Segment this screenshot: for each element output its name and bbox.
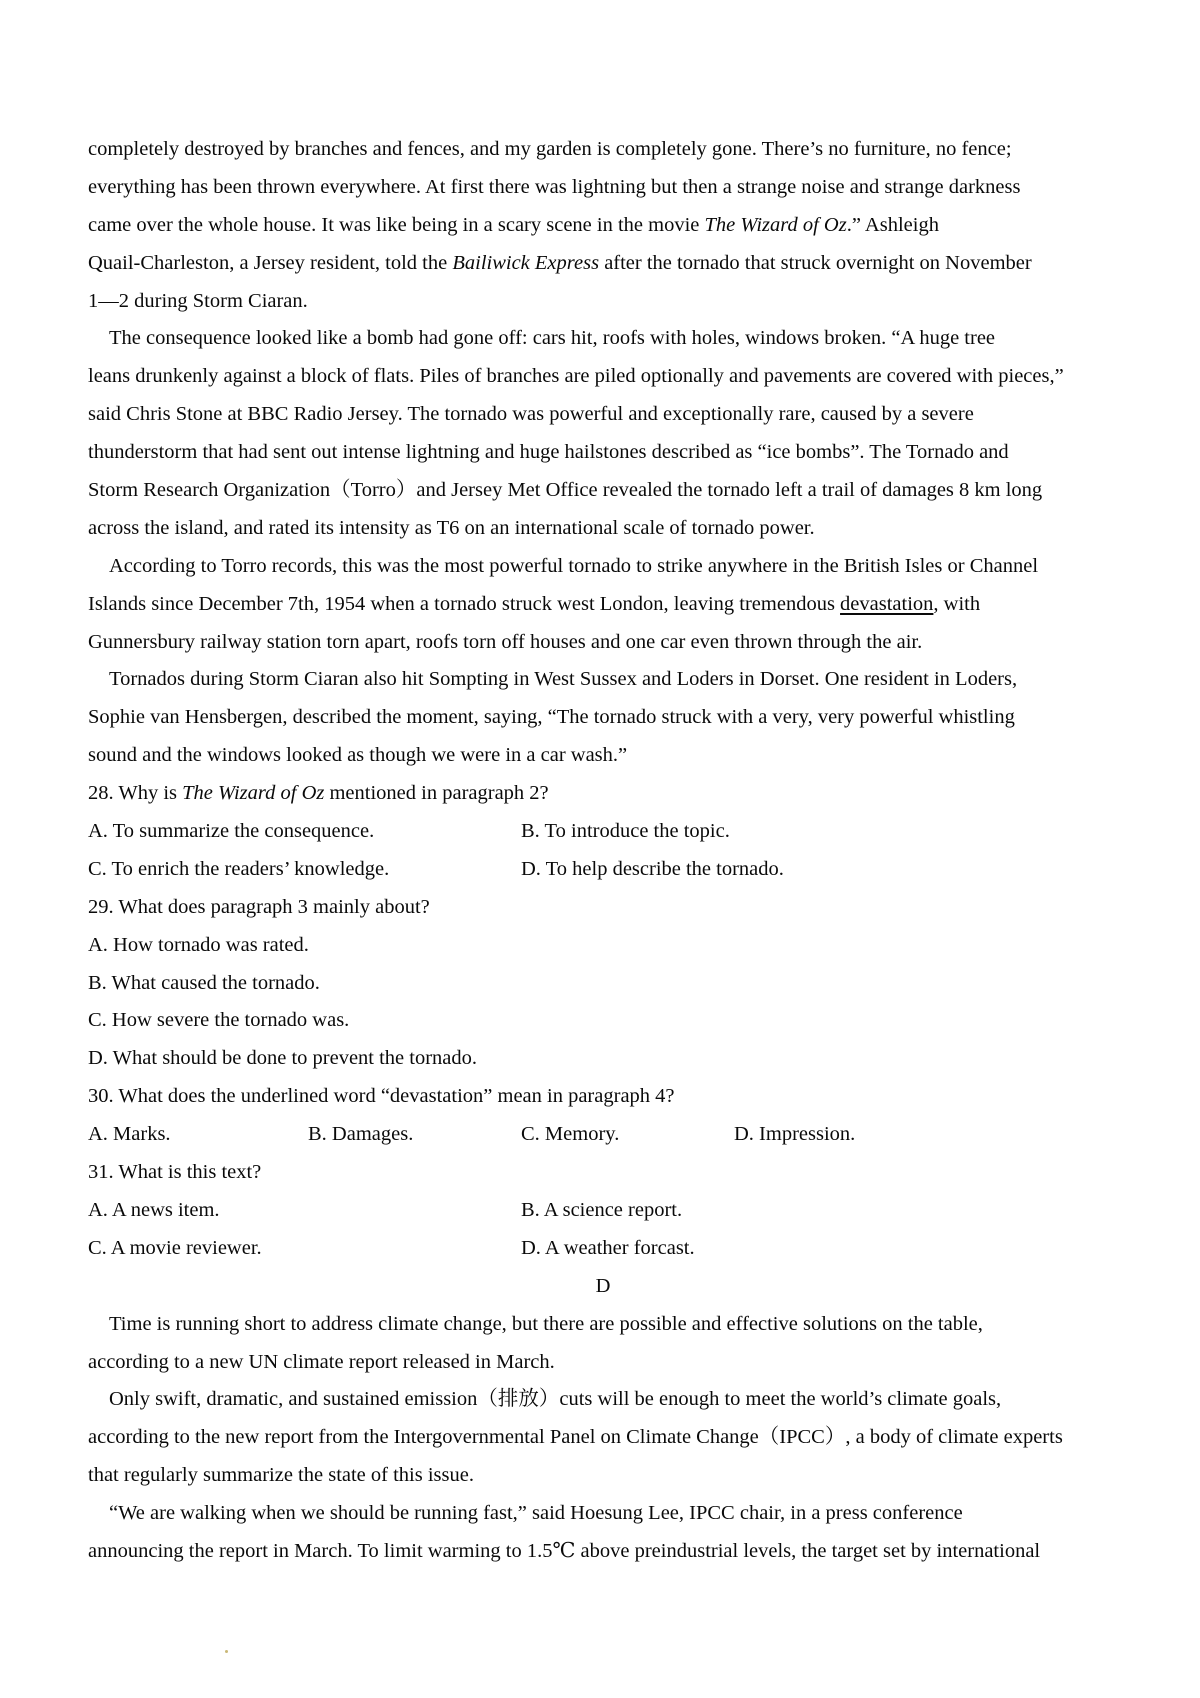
text-segment: C. A movie reviewer. <box>88 1236 262 1259</box>
text-line <box>88 889 1118 927</box>
text-segment: everything has been thrown everywhere. At first there was lightning but then a strange noise and strange darkness <box>88 175 1021 198</box>
text-segment: 30. What does the underlined word “devastation” mean in paragraph 4? <box>88 1085 675 1108</box>
stray-mark <box>225 1650 228 1653</box>
text-segment: The Wizard of Oz <box>704 213 847 236</box>
text-line <box>88 1040 1118 1078</box>
text-line <box>88 283 1118 321</box>
text-line <box>88 434 1118 472</box>
text-segment: B. What caused the tornado. <box>88 971 320 994</box>
text-segment: The consequence looked like a bomb had gone off: cars hit, roofs with holes, windows broken. “A huge tree <box>109 327 996 350</box>
text-line <box>88 245 1118 283</box>
option-item <box>734 1116 855 1154</box>
text-line <box>88 1078 1118 1116</box>
text-line <box>88 737 1118 775</box>
text-line <box>88 472 1118 510</box>
text-line <box>88 851 1118 889</box>
option-item <box>88 851 389 889</box>
option-item <box>521 1116 619 1154</box>
text-line <box>88 169 1118 207</box>
text-line <box>88 1154 1118 1192</box>
text-segment: C. To enrich the readers’ knowledge. <box>88 857 390 880</box>
text-segment: D. A weather forcast. <box>521 1236 695 1259</box>
text-line <box>88 813 1118 851</box>
text-segment: A. Marks. <box>88 1123 171 1146</box>
text-line <box>88 699 1118 737</box>
text-segment: after the tornado that struck overnight on November <box>599 251 1032 274</box>
text-segment: D <box>595 1274 611 1297</box>
option-item <box>88 1230 262 1268</box>
text-segment: thunderstorm that had sent out intense lightning and huge hailstones described as “ice bombs”. The Tornado and <box>88 441 1009 464</box>
text-segment: C. How severe the tornado was. <box>88 1009 350 1032</box>
text-segment: According to Torro records, this was the most powerful tornado to strike anywhere in the British Isles or Channel <box>109 554 1039 577</box>
text-segment: that regularly summarize the state of this issue. <box>88 1464 474 1487</box>
text-segment: Islands since December 7th, 1954 when a tornado struck west London, leaving tremendous <box>88 592 841 615</box>
text-line <box>88 661 1118 699</box>
text-segment: A. A news item. <box>88 1198 220 1221</box>
text-segment: , with <box>933 592 981 615</box>
text-line <box>88 1344 1118 1382</box>
text-line <box>88 1192 1118 1230</box>
option-item <box>521 851 784 889</box>
text-segment: 31. What is this text? <box>88 1161 262 1184</box>
text-segment: according to a new UN climate report released in March. <box>88 1350 555 1373</box>
text-segment: Gunnersbury railway station torn apart, roofs torn off houses and one car even thrown through the air. <box>88 630 923 653</box>
text-line <box>88 396 1118 434</box>
document-body <box>88 131 1118 1571</box>
text-line <box>88 586 1118 624</box>
text-segment: D. Impression. <box>734 1123 856 1146</box>
text-line <box>88 320 1118 358</box>
text-segment: Storm Research Organization（Torro）and Jersey Met Office revealed the tornado left a trail of damages 8 km long <box>88 479 1043 502</box>
text-segment: .” Ashleigh <box>846 213 939 236</box>
text-line <box>88 1381 1118 1419</box>
text-segment: mentioned in paragraph 2? <box>324 782 549 805</box>
text-line <box>88 1230 1118 1268</box>
option-item <box>88 1116 171 1154</box>
text-line <box>88 510 1118 548</box>
text-line <box>88 548 1118 586</box>
text-segment: B. Damages. <box>308 1123 414 1146</box>
text-segment: B. A science report. <box>521 1198 683 1221</box>
text-segment: sound and the windows looked as though we were in a car wash.” <box>88 744 628 767</box>
option-item <box>521 813 730 851</box>
text-segment: Sophie van Hensbergen, described the moment, saying, “The tornado struck with a very, very powerful whistling <box>88 706 1015 729</box>
text-segment: The Wizard of Oz <box>182 782 325 805</box>
text-segment: Time is running short to address climate change, but there are possible and effective solutions on the table, <box>109 1312 983 1335</box>
option-item <box>521 1192 682 1230</box>
text-line <box>88 927 1118 965</box>
option-item <box>308 1116 413 1154</box>
text-segment: came over the whole house. It was like being in a scary scene in the movie <box>88 213 705 236</box>
text-segment: completely destroyed by branches and fences, and my garden is completely gone. There’s no furniture, no fence; <box>88 138 1012 160</box>
text-segment: A. To summarize the consequence. <box>88 820 375 843</box>
text-line <box>88 1457 1118 1495</box>
text-segment: D. What should be done to prevent the tornado. <box>88 1047 478 1070</box>
text-line <box>88 131 1118 169</box>
text-line <box>88 1002 1118 1040</box>
text-segment: according to the new report from the Intergovernmental Panel on Climate Change（IPCC）, a body of climate experts <box>88 1426 1063 1449</box>
option-item <box>88 813 374 851</box>
option-item <box>88 1192 220 1230</box>
text-line <box>88 1306 1118 1344</box>
text-line <box>88 965 1118 1003</box>
text-segment: Bailiwick Express <box>452 251 600 274</box>
text-segment: A. How tornado was rated. <box>88 933 309 956</box>
text-segment: Only swift, dramatic, and sustained emission（排放）cuts will be enough to meet the world’s climate goals, <box>109 1388 1002 1411</box>
text-line <box>88 1495 1118 1533</box>
text-segment: 28. Why is <box>88 782 183 805</box>
text-segment: C. Memory. <box>521 1123 620 1146</box>
text-line <box>88 358 1118 396</box>
text-segment: leans drunkenly against a block of flats. Piles of branches are piled optionally and pavements are covered with pieces,” <box>88 365 1064 388</box>
text-segment: announcing the report in March. To limit warming to 1.5℃ above preindustrial levels, the target set by international <box>88 1539 1041 1562</box>
text-segment: D. To help describe the tornado. <box>521 857 784 880</box>
text-line <box>88 1116 1118 1154</box>
text-segment: 29. What does paragraph 3 mainly about? <box>88 895 430 918</box>
text-segment: Quail-Charleston, a Jersey resident, told the <box>88 251 453 274</box>
option-item <box>521 1230 695 1268</box>
text-segment: Tornados during Storm Ciaran also hit Sompting in West Sussex and Loders in Dorset. One resident in Loders, <box>109 668 1018 691</box>
text-line <box>88 1533 1118 1571</box>
text-segment: B. To introduce the topic. <box>521 820 730 843</box>
text-segment: devastation <box>840 592 934 615</box>
text-segment: “We are walking when we should be running fast,” said Hoesung Lee, IPCC chair, in a press conference <box>109 1502 963 1525</box>
text-segment: across the island, and rated its intensity as T6 on an international scale of tornado power. <box>88 516 815 539</box>
text-line <box>88 624 1118 662</box>
text-line <box>88 775 1118 813</box>
text-segment: 1—2 during Storm Ciaran. <box>88 289 308 312</box>
text-line <box>88 1268 1118 1306</box>
text-line <box>88 207 1118 245</box>
text-line <box>88 1419 1118 1457</box>
text-segment: said Chris Stone at BBC Radio Jersey. The tornado was powerful and exceptionally rare, caused by a severe <box>88 403 974 426</box>
